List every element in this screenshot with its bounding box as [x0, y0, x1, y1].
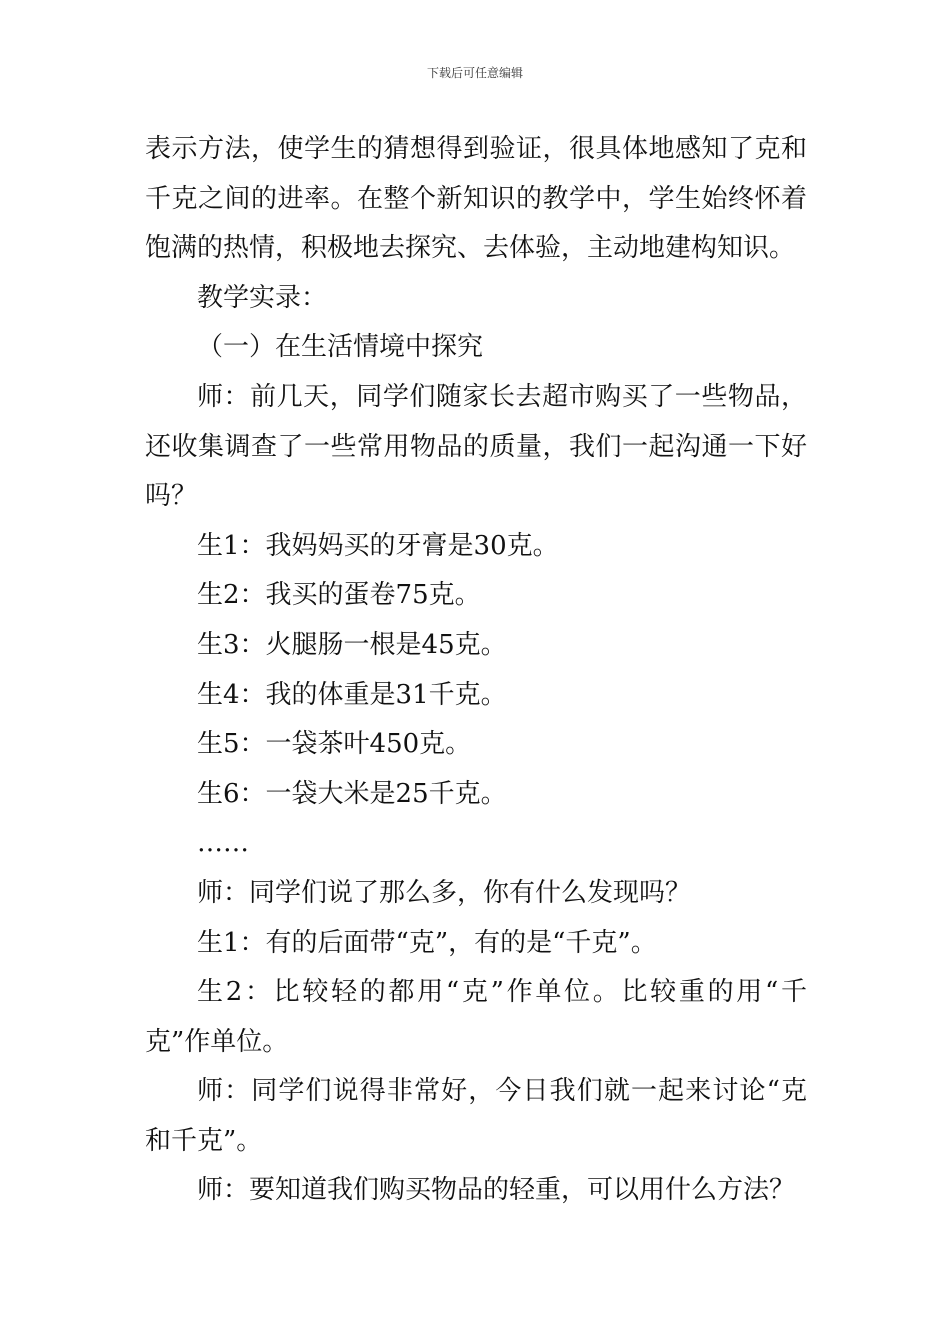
ellipsis-line: ……	[197, 828, 249, 859]
section-heading: （一）在生活情境中探究	[197, 332, 484, 363]
page-header-note: 下载后可任意编辑	[426, 66, 523, 80]
dialogue-line: 生1：我妈妈买的牙膏是30克。	[197, 530, 559, 561]
dialogue-line: 生4：我的体重是31千克。	[197, 679, 507, 710]
dialogue-line: 师：同学们说了那么多，你有什么发现吗？	[197, 877, 692, 908]
document-body	[145, 125, 807, 1216]
dialogue-line: 生2：比较轻的都用“克”作单位。比较重的用“千克”作单位。	[145, 977, 807, 1057]
dialogue-line: 生3：火腿肠一根是45克。	[197, 629, 507, 660]
paragraph: 教学实录：	[197, 282, 328, 313]
dialogue-line: 师：要知道我们购买物品的轻重，可以用什么方法？	[197, 1175, 796, 1206]
dialogue-line: 生6：一袋大米是25千克。	[197, 778, 507, 809]
dialogue-line: 生1：有的后面带“克”，有的是“千克”。	[197, 927, 657, 958]
paragraph: 表示方法，使学生的猜想得到验证，很具体地感知了克和千克之间的进率。在整个新知识的教学中，学生始终怀着饱满的热情，积极地去探究、去体验，主动地建构知识。	[145, 134, 807, 264]
dialogue-line: 师：同学们说得非常好，今日我们就一起来讨论“克和千克”。	[145, 1076, 807, 1156]
dialogue-line: 生2：我买的蛋卷75克。	[197, 580, 481, 611]
paragraph: 师：前几天，同学们随家长去超市购买了一些物品，还收集调查了一些常用物品的质量，我们一起沟通一下好吗？	[145, 381, 807, 512]
dialogue-line: 生5：一袋茶叶450克。	[197, 729, 472, 760]
